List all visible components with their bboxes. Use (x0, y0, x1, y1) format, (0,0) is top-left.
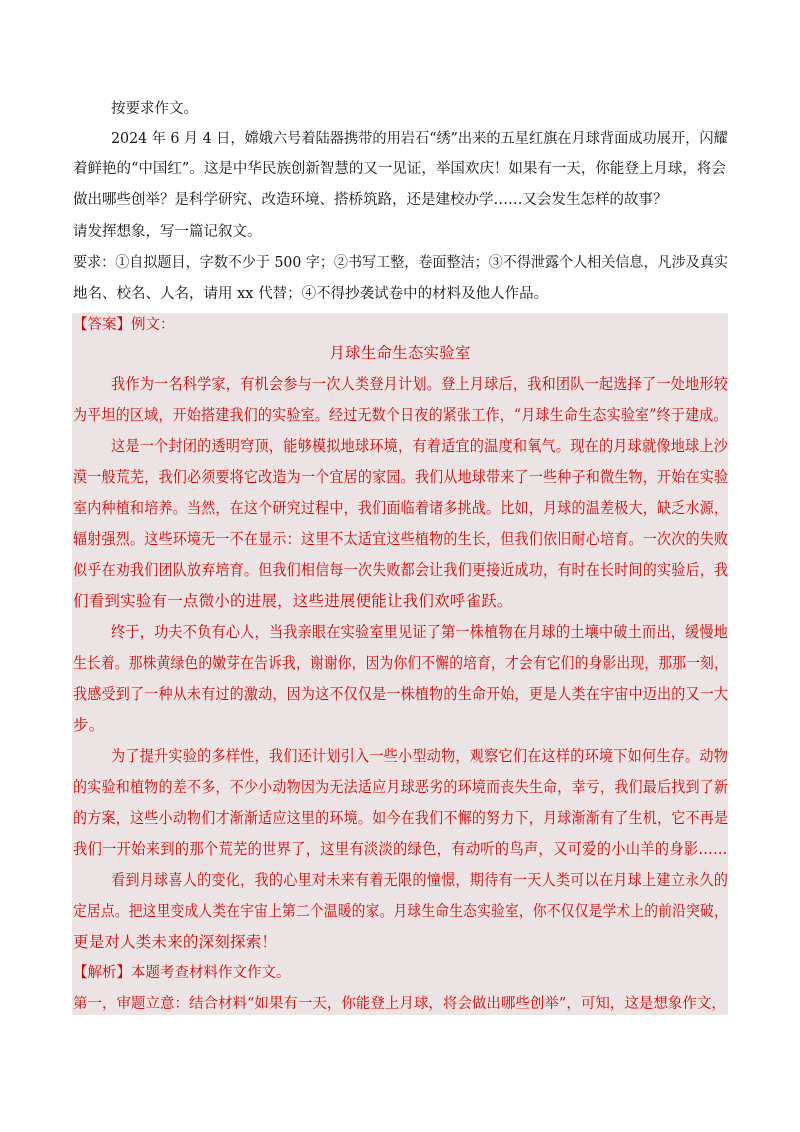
essay-line: 生长着。那株黄绿色的嫩芽在告诉我，谢谢你，因为你们不懈的培育，才会有它们的身影出现，那那一刻， (73, 654, 728, 672)
essay-line: 的实验和植物的差不多，不少小动物因为无法适应月球恶劣的环境而丧失生命，幸亏，我们最后找到了新 (73, 778, 729, 796)
essay-line: 为了提升实验的多样性，我们还计划引入一些小型动物，观察它们在这样的环境下如何生存。动物 (111, 747, 729, 765)
essay-line: 终于，功夫不负有心人，当我亲眼在实验室里见证了第一株植物在月球的土壤中破土而出，缓慢地 (111, 623, 729, 641)
essay-line: 更是对人类未来的深刻探索！ (73, 933, 278, 951)
question-line: 2024 年 6 月 4 日，嫦娥六号着陆器携带的用岩石“绣”出来的五星红旗在月球背面成功展开，闪耀 (111, 131, 728, 147)
essay-line: 为平坦的区域，开始搭建我们的实验室。经过无数个日夜的紧张工作，“月球生命生态实验室”终于建成。 (73, 406, 728, 424)
answer-intro: 例文： (131, 317, 175, 333)
essay-line: 漠一般荒芜，我们必须要将它改造为一个宜居的家园。我们从地球带来了一些种子和微生物，开始在实验 (73, 468, 729, 486)
analysis-tag: 【解析】 (73, 965, 131, 981)
answer-tag: 【答案】 (73, 317, 131, 333)
analysis-intro: 本题考查材料作文作文。 (131, 965, 291, 981)
essay-line: 步。 (73, 716, 105, 734)
essay-line: 这是一个封闭的透明穹顶，能够模拟地球环境，有着适宜的温度和氧气。现在的月球就像地球上沙 (111, 437, 729, 455)
question-line: 做出哪些创举？是科学研究、改造环境、搭桥筑路，还是建校办学……又会发生怎样的故事？ (73, 192, 668, 208)
essay-line: 们看到实验有一点微小的进展，这些进展便能让我们欢呼雀跃。 (73, 592, 513, 610)
essay-title: 月球生命生态实验室 (329, 344, 471, 362)
question-line: 着鲜艳的“中国红”。这是中华民族创新智慧的又一见证，举国欢庆！如果有一天，你能登上月球，将会 (73, 161, 726, 177)
essay-line: 我们一开始来到的那个荒芜的世界了，这里有淡淡的绿色，有动听的鸟声，又可爱的小山羊的身影…… (73, 840, 728, 858)
answer-header (73, 315, 175, 335)
analysis-header (73, 963, 291, 983)
essay-line: 定居点。把这里变成人类在宇宙上第二个温暖的家。月球生命生态实验室，你不仅仅是学术上的前沿突破， (73, 902, 728, 920)
essay-line: 室内种植和培养。当然，在这个研究过程中，我们面临着诸多挑战。比如，月球的温差极大，缺乏水源， (73, 499, 729, 517)
essay-line: 的方案，这些小动物们才渐渐适应这里的环境。如今在我们不懈的努力下，月球渐渐有了生机，它不再是 (73, 809, 729, 827)
question-instruction: 按要求作文。 (111, 101, 198, 117)
essay-line: 似乎在劝我们团队放弃培育。但我们相信每一次失败都会让我们更接近成功，有时在长时间的实验后，我 (73, 561, 729, 579)
question-task: 请发挥想象，写一篇记叙文。 (73, 224, 262, 240)
essay-line: 我感受到了一种从未有过的激动，因为这不仅仅是一株植物的生命开始，更是人类在宇宙中迈出的又一大 (73, 685, 729, 703)
essay-line: 我作为一名科学家，有机会参与一次人类登月计划。登上月球后，我和团队一起选择了一处地形较 (111, 375, 729, 393)
analysis-line: 第一，审题立意：结合材料“如果有一天，你能登上月球，将会做出哪些创举”，可知，这是想象作文， (73, 996, 726, 1012)
essay-line: 看到月球喜人的变化，我的心里对未来有着无限的憧憬，期待有一天人类可以在月球上建立永久的 (111, 871, 729, 889)
question-requirements: 要求：①自拟题目，字数不少于 500 字；②书写工整，卷面整洁；③不得泄露个人相关信息，凡涉及真实 (73, 255, 728, 271)
question-requirements: 地名、校名、人名，请用 xx 代替；④不得抄袭试卷中的材料及他人作品。 (73, 286, 549, 302)
essay-line: 辐射强烈。这些环境无一不在显示：这里不太适宜这些植物的生长，但我们依旧耐心培育。一次次的失败 (73, 530, 729, 548)
